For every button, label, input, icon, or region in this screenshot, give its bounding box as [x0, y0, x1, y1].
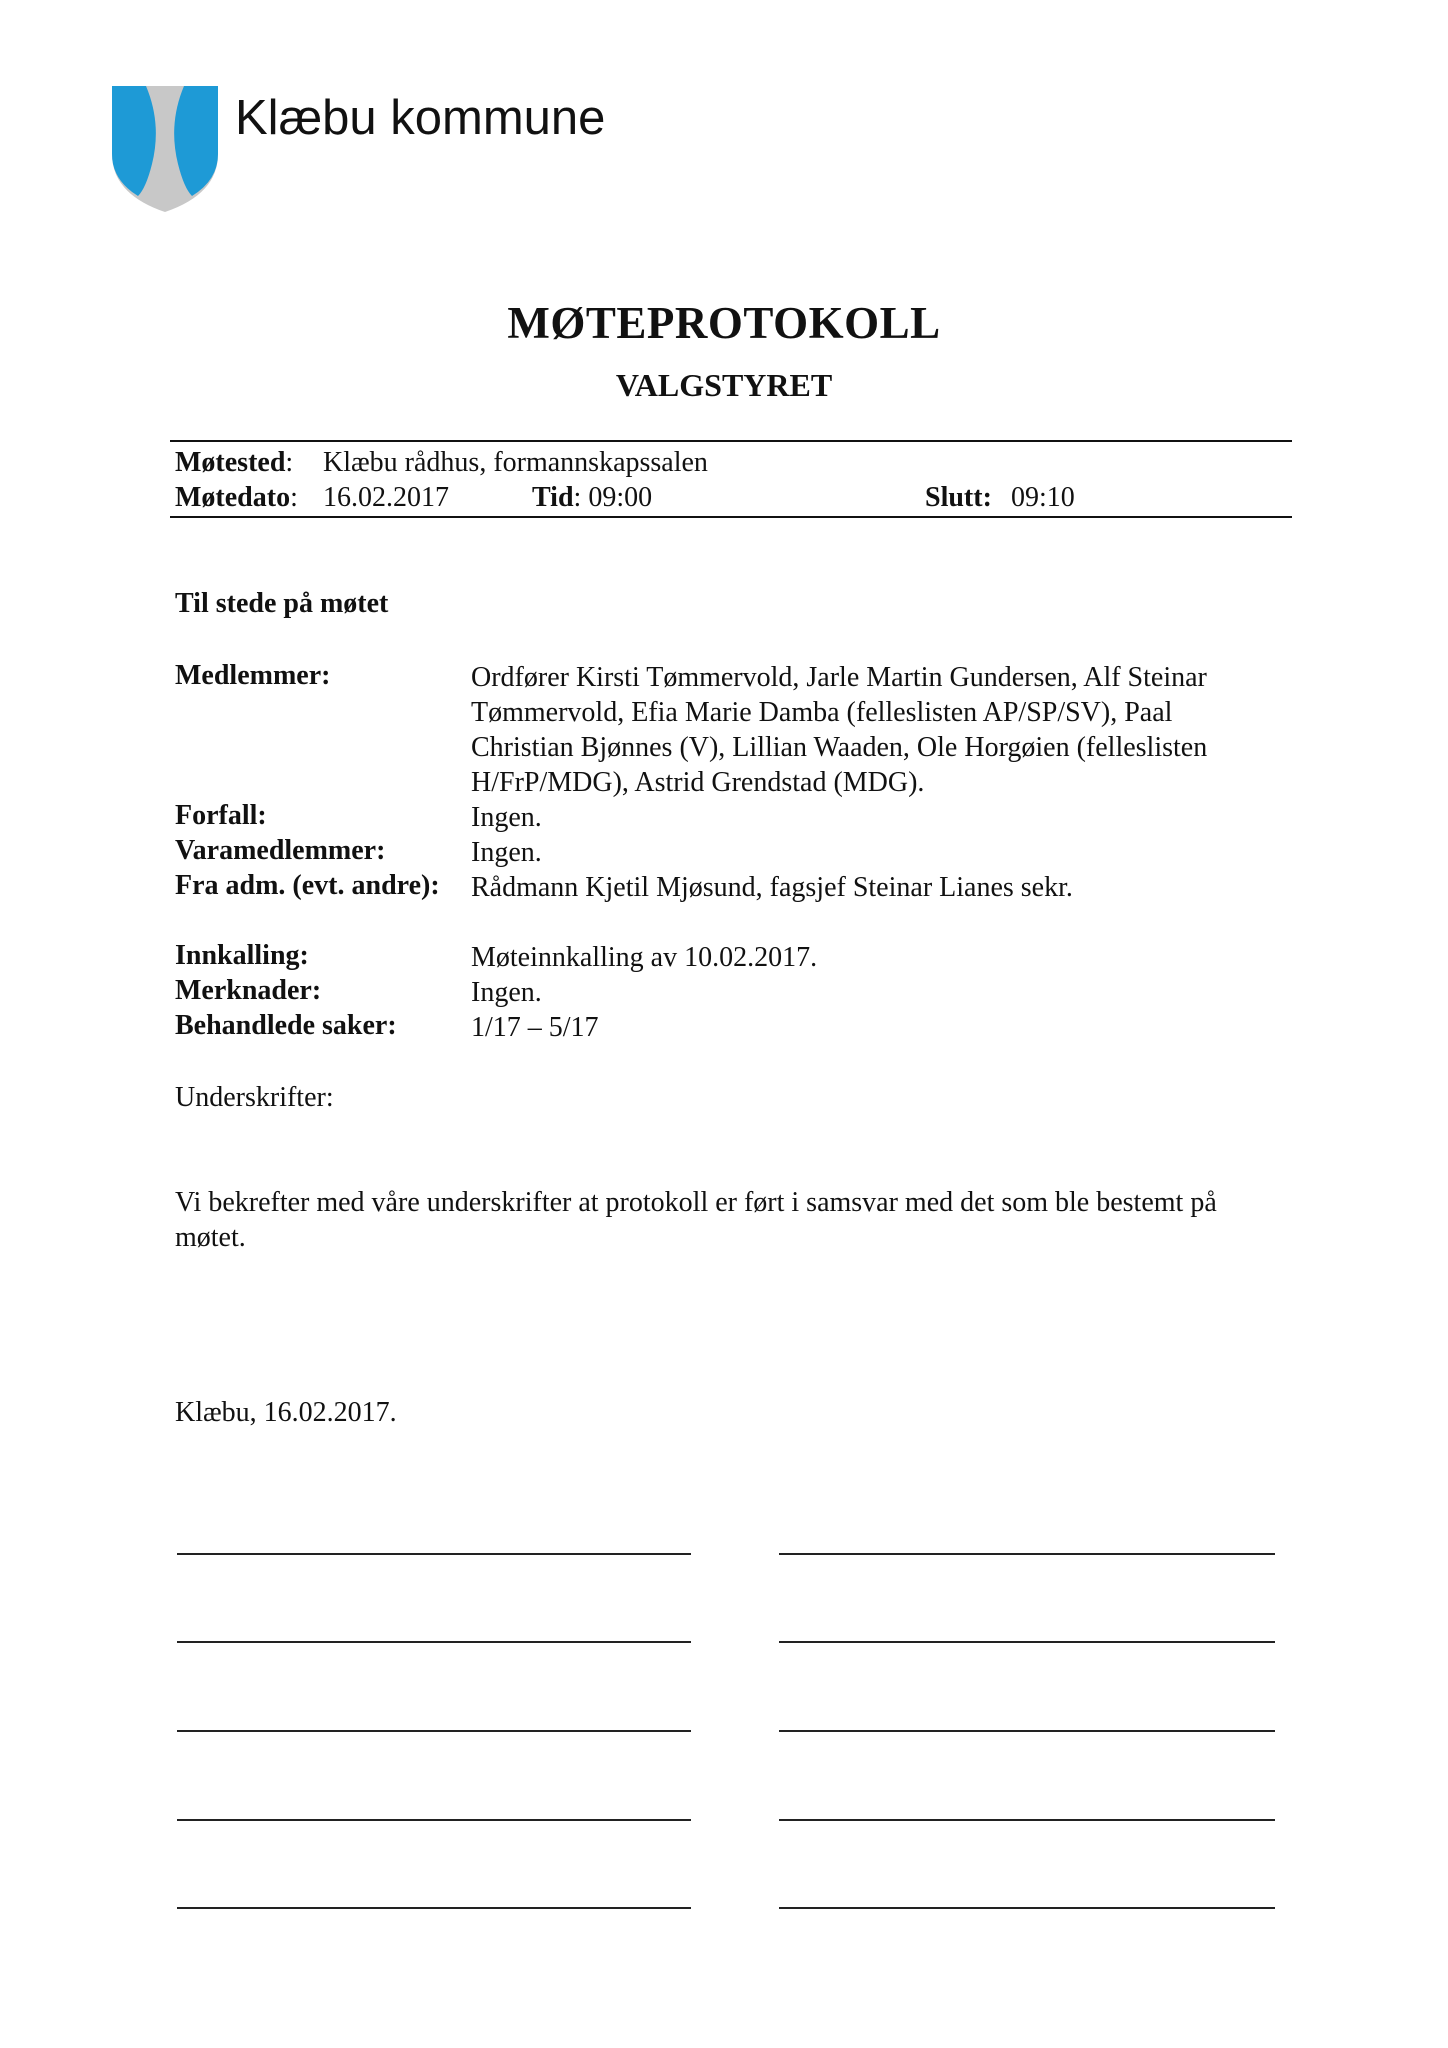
absent-value: Ingen.	[471, 802, 542, 833]
admin-value: Rådmann Kjetil Mjøsund, fagsjef Steinar Lianes sekr.	[471, 872, 1073, 903]
document-title: MØTEPROTOKOLL	[507, 298, 941, 348]
signature-line	[779, 1819, 1275, 1821]
members-label: Medlemmer:	[175, 660, 331, 691]
meeting-place-value: Klæbu rådhus, formannskapssalen	[323, 447, 708, 478]
document-subtitle: VALGSTYRET	[615, 367, 833, 403]
meeting-place-label: Møtested	[175, 447, 286, 478]
admin-label: Fra adm. (evt. andre):	[175, 870, 440, 901]
remarks-value: Ingen.	[471, 977, 542, 1008]
meeting-time-value: 09:00	[588, 482, 653, 513]
signature-line	[177, 1819, 691, 1821]
attendance-heading: Til stede på møtet	[175, 588, 389, 619]
organization-name: Klæbu kommune	[235, 91, 606, 145]
header-divider-bottom	[170, 516, 1292, 518]
place-and-date: Klæbu, 16.02.2017.	[175, 1397, 397, 1428]
signature-line	[177, 1730, 691, 1732]
cases-value: 1/17 – 5/17	[471, 1012, 599, 1043]
meeting-end-label: Slutt:	[925, 482, 992, 513]
cases-label: Behandlede saker:	[175, 1010, 397, 1041]
signature-line	[779, 1641, 1275, 1643]
meeting-date-label: Møtedato	[175, 482, 291, 513]
meeting-end-value: 09:10	[1011, 482, 1075, 513]
substitutes-value: Ingen.	[471, 837, 542, 868]
signatures-heading: Underskrifter:	[175, 1082, 334, 1113]
header-divider-top	[170, 440, 1292, 442]
notice-value: Møteinnkalling av 10.02.2017.	[471, 942, 818, 973]
meeting-date-value: 16.02.2017	[323, 482, 449, 513]
signature-line	[779, 1907, 1275, 1909]
signature-line	[779, 1730, 1275, 1732]
signature-line	[177, 1907, 691, 1909]
signature-line	[779, 1553, 1275, 1555]
remarks-label: Merknader:	[175, 975, 322, 1006]
meeting-time-label: Tid	[532, 482, 574, 513]
absent-label: Forfall:	[175, 800, 267, 831]
notice-label: Innkalling:	[175, 940, 309, 971]
klaebu-coat-of-arms-icon	[110, 84, 220, 214]
signature-line	[177, 1641, 691, 1643]
members-value: Ordfører Kirsti Tømmervold, Jarle Martin Gundersen, Alf Steinar Tømmervold, Efia Marie Damba (felleslisten AP/SP/SV), Paal Christian Bjønnes (V), Lillian Waaden, Ole Horgøien (felleslisten H/FrP/MDG), Astrid Grendstad (MDG).	[471, 662, 1208, 798]
signature-line	[177, 1553, 691, 1555]
signature-statement: Vi bekrefter med våre underskrifter at protokoll er ført i samsvar med det som ble bestemt på møtet.	[175, 1187, 1217, 1253]
substitutes-label: Varamedlemmer:	[175, 835, 386, 866]
